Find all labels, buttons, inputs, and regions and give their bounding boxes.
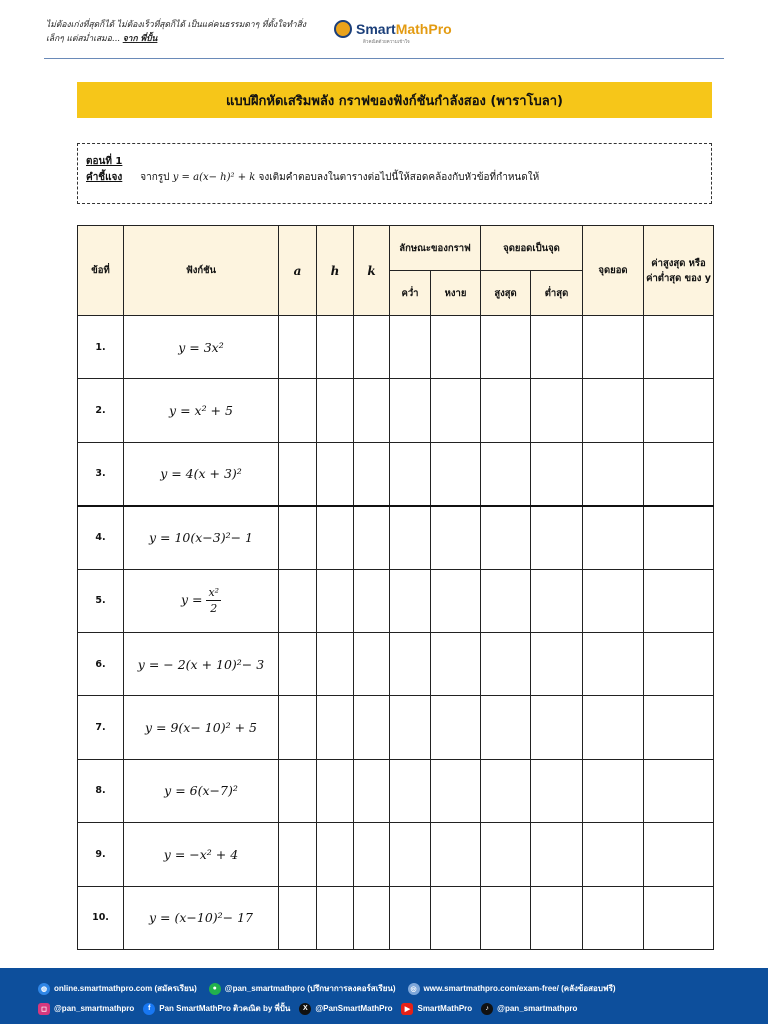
footer-row-socials — [38, 1002, 738, 1015]
answer-cell-a[interactable] — [279, 886, 317, 949]
answer-cell-maximum[interactable] — [481, 379, 531, 442]
answer-cell-concave-down[interactable] — [390, 632, 431, 695]
instagram-icon: ◻ — [38, 1003, 50, 1015]
answer-cell-h[interactable] — [317, 886, 354, 949]
header-extreme-value: ค่าสูงสุด หรือ ค่าต่ำสุด ของ y — [644, 226, 714, 316]
table-row — [78, 379, 714, 442]
answer-cell-extreme-value[interactable] — [644, 886, 714, 949]
answer-cell-vertex[interactable] — [583, 569, 644, 632]
answer-cell-vertex[interactable] — [583, 632, 644, 695]
answer-cell-extreme-value[interactable] — [644, 316, 714, 379]
quote-text: ไม่ต้องเก่งที่สุดก็ได้ ไม่ต้องเร็วที่สุดก็ได้ เป็นแค่คนธรรมดาๆ ที่ตั้งใจทำสิ่งเล็กๆ แต่สม่ำเสมอ... — [46, 20, 307, 44]
answer-cell-minimum[interactable] — [531, 506, 583, 569]
footer-link[interactable] — [401, 1003, 472, 1015]
answer-cell-concave-down[interactable] — [390, 569, 431, 632]
header-divider — [44, 58, 724, 59]
answer-cell-h[interactable] — [317, 823, 354, 886]
footer-link-text: @pan_smartmathpro — [497, 1004, 578, 1013]
answer-cell-a[interactable] — [279, 379, 317, 442]
header-function: ฟังก์ชัน — [124, 226, 279, 316]
worksheet-title: แบบฝึกหัดเสริมพลัง กราฟของฟังก์ชันกำลังสอง (พาราโบลา) — [77, 82, 712, 118]
function-expression: y = 3x² — [124, 316, 279, 379]
answer-cell-maximum[interactable] — [481, 823, 531, 886]
answer-cell-k[interactable] — [354, 506, 390, 569]
function-expression: y = 4(x + 3)² — [124, 442, 279, 505]
footer-link-text: online.smartmathpro.com (สมัครเรียน) — [54, 984, 197, 993]
footer-link-text: @pan_smartmathpro (ปรึกษาการลงคอร์สเรียน) — [224, 984, 396, 993]
header-a: a — [279, 226, 317, 316]
footer-link[interactable] — [38, 1003, 134, 1015]
footer-link-text: Pan SmartMathPro ติวคณิต by พี่ปั้น — [159, 1004, 291, 1013]
tiktok-icon: ♪ — [481, 1003, 493, 1015]
answer-cell-vertex[interactable] — [583, 696, 644, 759]
answer-cell-extreme-value[interactable] — [644, 632, 714, 695]
answer-cell-concave-up[interactable] — [431, 506, 481, 569]
answer-cell-concave-down[interactable] — [390, 886, 431, 949]
line-icon: ● — [209, 983, 221, 995]
function-expression: y = 9(x− 10)² + 5 — [124, 696, 279, 759]
header-graph-nature: ลักษณะของกราฟ — [390, 226, 481, 271]
footer-link-text: @pan_smartmathpro — [54, 1004, 135, 1013]
answer-cell-concave-up[interactable] — [431, 886, 481, 949]
answer-cell-k[interactable] — [354, 886, 390, 949]
answer-cell-k[interactable] — [354, 823, 390, 886]
answer-cell-maximum[interactable] — [481, 886, 531, 949]
function-expression: y = (x−10)²− 17 — [124, 886, 279, 949]
answer-cell-a[interactable] — [279, 442, 317, 505]
table-row — [78, 442, 714, 505]
answer-cell-concave-down[interactable] — [390, 696, 431, 759]
youtube-icon: ▶ — [401, 1003, 413, 1015]
table-row — [78, 506, 714, 569]
footer-link[interactable] — [481, 1003, 577, 1015]
answer-cell-vertex[interactable] — [583, 506, 644, 569]
answer-cell-h[interactable] — [317, 379, 354, 442]
answer-cell-concave-up[interactable] — [431, 823, 481, 886]
answer-cell-vertex[interactable] — [583, 442, 644, 505]
answer-cell-maximum[interactable] — [481, 759, 531, 822]
x-icon: X — [299, 1003, 311, 1015]
answer-cell-minimum[interactable] — [531, 632, 583, 695]
header-minimum: ต่ำสุด — [531, 271, 583, 316]
table-row — [78, 823, 714, 886]
answer-cell-extreme-value[interactable] — [644, 442, 714, 505]
footer-link-text: @PanSmartMathPro — [315, 1004, 393, 1013]
part-label: ตอนที่ 1 — [86, 156, 123, 167]
answer-cell-concave-up[interactable] — [431, 569, 481, 632]
footer-bar — [0, 968, 768, 1024]
row-number: 6. — [78, 632, 124, 695]
header-quote — [46, 18, 316, 46]
answer-cell-minimum[interactable] — [531, 823, 583, 886]
header-concave-down: คว่ำ — [390, 271, 431, 316]
footer-row-contacts — [38, 982, 738, 995]
instructions-box — [77, 143, 712, 204]
answer-cell-a[interactable] — [279, 696, 317, 759]
answer-cell-h[interactable] — [317, 569, 354, 632]
answer-cell-minimum[interactable] — [531, 569, 583, 632]
table-row — [78, 759, 714, 822]
function-expression: y = − 2(x + 10)²− 3 — [124, 632, 279, 695]
table-row — [78, 632, 714, 695]
answer-cell-maximum[interactable] — [481, 569, 531, 632]
answer-cell-concave-down[interactable] — [390, 759, 431, 822]
answer-cell-k[interactable] — [354, 569, 390, 632]
globe-icon: ◍ — [38, 983, 50, 995]
answer-cell-concave-up[interactable] — [431, 696, 481, 759]
brand-name: SmartMathPro — [356, 21, 452, 37]
row-number: 4. — [78, 506, 124, 569]
answer-cell-k[interactable] — [354, 316, 390, 379]
answer-cell-minimum[interactable] — [531, 442, 583, 505]
answer-cell-h[interactable] — [317, 506, 354, 569]
footer-link[interactable] — [299, 1003, 392, 1015]
header-concave-up: หงาย — [431, 271, 481, 316]
answer-cell-maximum[interactable] — [481, 316, 531, 379]
answer-cell-vertex[interactable] — [583, 379, 644, 442]
brand-tagline: ติวคณิตด้วยความเข้าใจ — [363, 40, 410, 45]
answer-cell-a[interactable] — [279, 823, 317, 886]
row-number: 7. — [78, 696, 124, 759]
answer-cell-minimum[interactable] — [531, 316, 583, 379]
answer-cell-minimum[interactable] — [531, 886, 583, 949]
brand-logo — [334, 20, 452, 38]
answer-cell-vertex[interactable] — [583, 886, 644, 949]
answer-cell-concave-down[interactable] — [390, 442, 431, 505]
answer-cell-a[interactable] — [279, 759, 317, 822]
answer-cell-extreme-value[interactable] — [644, 759, 714, 822]
answer-cell-a[interactable] — [279, 569, 317, 632]
header-vertex: จุดยอด — [583, 226, 644, 316]
answer-cell-maximum[interactable] — [481, 506, 531, 569]
answer-cell-maximum[interactable] — [481, 696, 531, 759]
answer-cell-k[interactable] — [354, 696, 390, 759]
answer-cell-minimum[interactable] — [531, 696, 583, 759]
answer-cell-h[interactable] — [317, 316, 354, 379]
answer-cell-k[interactable] — [354, 632, 390, 695]
answer-cell-a[interactable] — [279, 632, 317, 695]
fraction: $\frac{\text{x²}}{2}$ — [208, 586, 220, 616]
answer-cell-vertex[interactable] — [583, 823, 644, 886]
footer-link[interactable] — [408, 982, 616, 995]
answer-cell-concave-up[interactable] — [431, 316, 481, 379]
header-k: k — [354, 226, 390, 316]
row-number: 8. — [78, 759, 124, 822]
footer-link[interactable] — [209, 982, 396, 995]
logo-mark-icon — [334, 20, 352, 38]
answer-cell-k[interactable] — [354, 442, 390, 505]
header-h: h — [317, 226, 354, 316]
answer-cell-h[interactable] — [317, 696, 354, 759]
table-row — [78, 569, 714, 632]
function-expression: y = x² + 5 — [124, 379, 279, 442]
answer-cell-maximum[interactable] — [481, 442, 531, 505]
answer-cell-a[interactable] — [279, 506, 317, 569]
worksheet-table — [77, 225, 714, 950]
answer-cell-k[interactable] — [354, 759, 390, 822]
footer-link[interactable] — [143, 1002, 290, 1015]
function-expression: y = 10(x−3)²− 1 — [124, 506, 279, 569]
table-row — [78, 886, 714, 949]
header-maximum: สูงสุด — [481, 271, 531, 316]
answer-cell-concave-up[interactable] — [431, 442, 481, 505]
answer-cell-concave-down[interactable] — [390, 506, 431, 569]
function-expression: y = −x² + 4 — [124, 823, 279, 886]
header-no: ข้อที่ — [78, 226, 124, 316]
answer-cell-vertex[interactable] — [583, 759, 644, 822]
footer-link-text: SmartMathPro — [417, 1004, 473, 1013]
answer-cell-h[interactable] — [317, 759, 354, 822]
footer-link[interactable] — [38, 982, 197, 995]
table-row — [78, 316, 714, 379]
footer-link-text: www.smartmathpro.com/exam-free/ (คลังข้อสอบฟรี) — [423, 984, 616, 993]
answer-cell-concave-up[interactable] — [431, 632, 481, 695]
answer-cell-a[interactable] — [279, 316, 317, 379]
answer-cell-maximum[interactable] — [481, 632, 531, 695]
answer-cell-concave-down[interactable] — [390, 316, 431, 379]
row-number: 5. — [78, 569, 124, 632]
answer-cell-extreme-value[interactable] — [644, 506, 714, 569]
answer-cell-h[interactable] — [317, 632, 354, 695]
instruction-label: คำชี้แจง — [86, 172, 123, 183]
quote-signature: จาก พี่ปั้น — [122, 34, 158, 44]
function-expression: y = $\frac{\text{x²}}{2}$ — [124, 569, 279, 632]
answer-cell-extreme-value[interactable] — [644, 696, 714, 759]
answer-cell-minimum[interactable] — [531, 759, 583, 822]
web-icon: ◎ — [408, 983, 420, 995]
instruction-body: จากรูป y = a(x− h)² + k จงเติมคำตอบลงในตารางต่อไปนี้ให้สอดคล้องกับหัวข้อที่กำหนดให้ — [140, 172, 540, 183]
answer-cell-minimum[interactable] — [531, 379, 583, 442]
answer-cell-extreme-value[interactable] — [644, 823, 714, 886]
answer-cell-concave-down[interactable] — [390, 379, 431, 442]
vertex-form-formula: y = a(x− h)² + k — [172, 172, 256, 183]
answer-cell-extreme-value[interactable] — [644, 569, 714, 632]
facebook-icon: f — [143, 1003, 155, 1015]
answer-cell-concave-up[interactable] — [431, 379, 481, 442]
row-number: 2. — [78, 379, 124, 442]
function-expression: y = 6(x−7)² — [124, 759, 279, 822]
header-vertex-type: จุดยอดเป็นจุด — [481, 226, 583, 271]
row-number: 1. — [78, 316, 124, 379]
row-number: 3. — [78, 442, 124, 505]
table-row — [78, 696, 714, 759]
answer-cell-k[interactable] — [354, 379, 390, 442]
answer-cell-extreme-value[interactable] — [644, 379, 714, 442]
row-number: 10. — [78, 886, 124, 949]
row-number: 9. — [78, 823, 124, 886]
answer-cell-concave-down[interactable] — [390, 823, 431, 886]
instruction-line — [86, 170, 703, 185]
answer-cell-vertex[interactable] — [583, 316, 644, 379]
answer-cell-h[interactable] — [317, 442, 354, 505]
answer-cell-concave-up[interactable] — [431, 759, 481, 822]
